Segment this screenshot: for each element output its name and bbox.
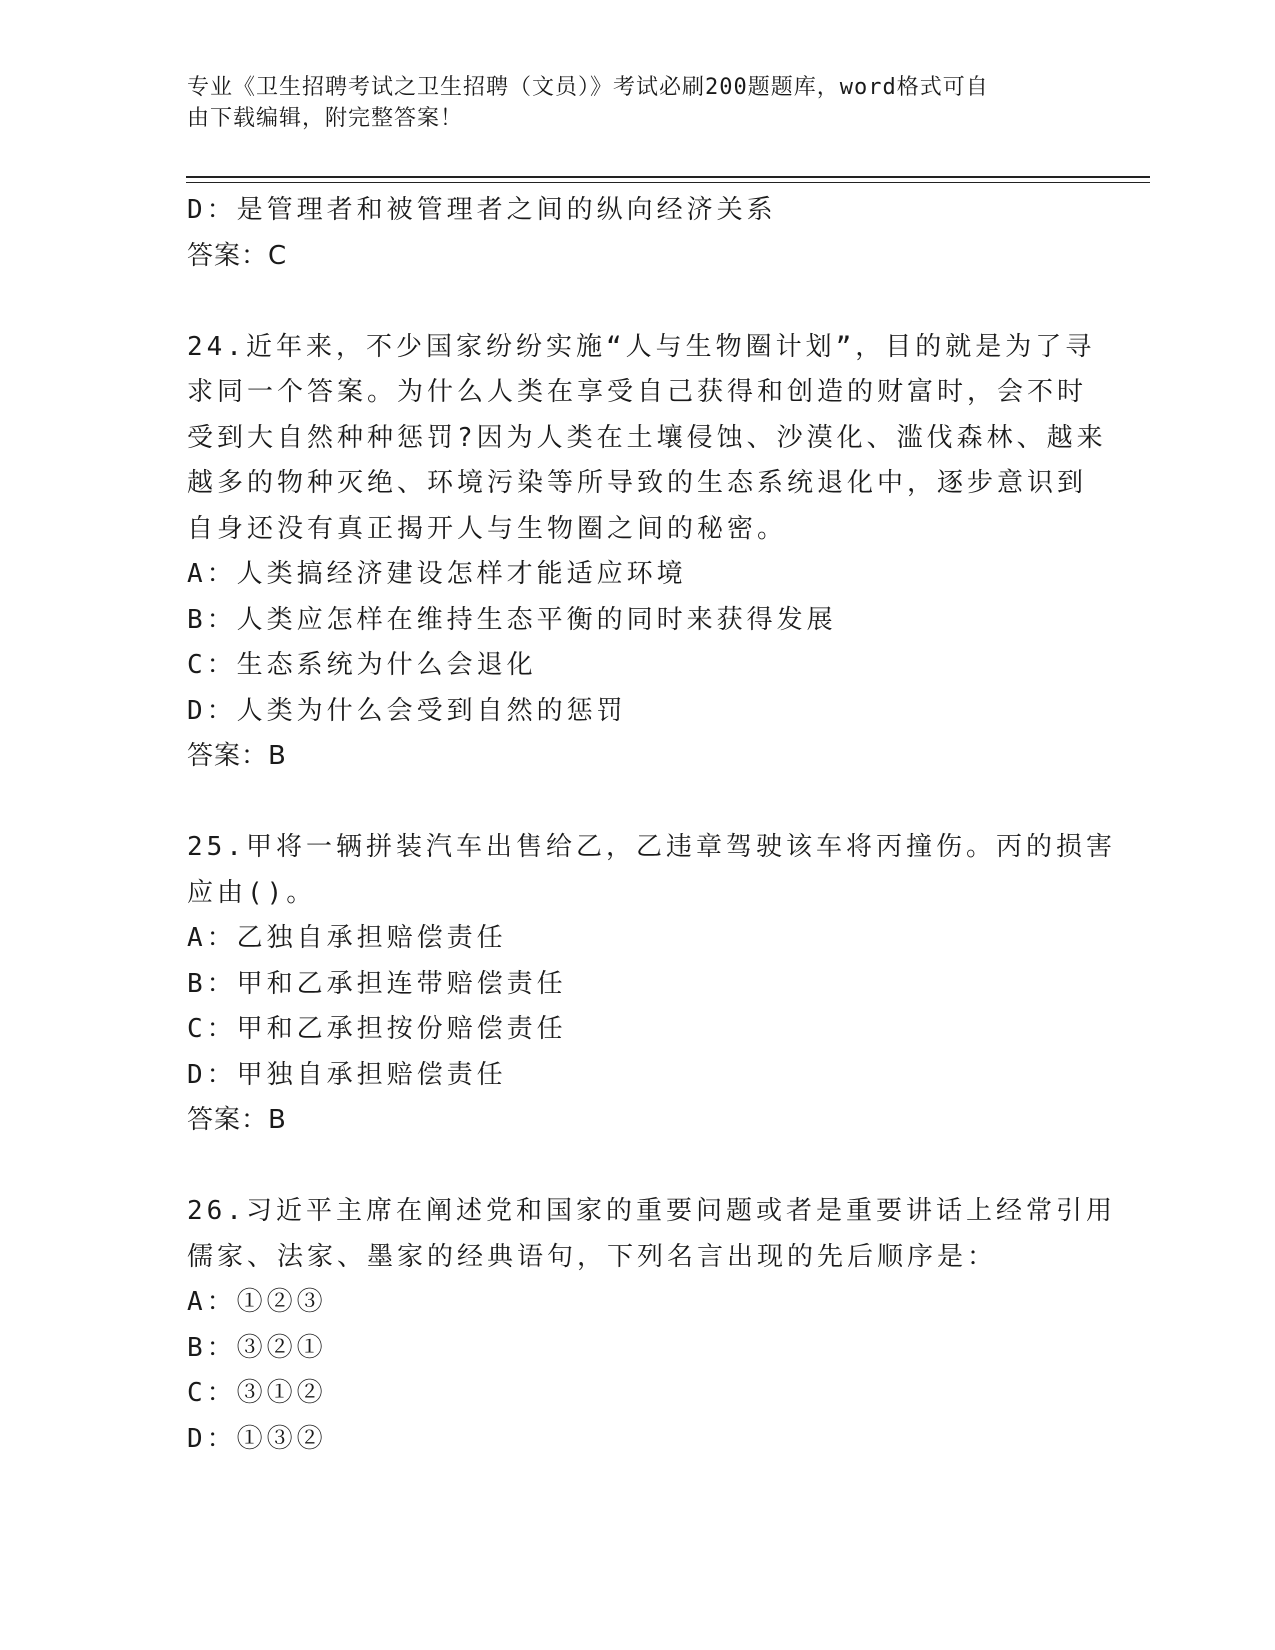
question-25 — [187, 825, 1116, 1144]
answer-line: 答案：B — [187, 741, 287, 771]
answer-line: 答案：C — [187, 240, 288, 271]
question-stem-line: 24.近年来，不少国家纷纷实施“人与生物圈计划”，目的就是为了寻 — [187, 331, 1096, 362]
question-stem-line: 25.甲将一辆拼装汽车出售给乙，乙违章驾驶该车将丙撞伤。丙的损害 — [187, 832, 1116, 862]
previous-question-tail — [187, 188, 1067, 279]
header-line-2: 由下载编辑，附完整答案！ — [187, 106, 464, 131]
document-body — [187, 188, 1116, 1462]
option-b: B：甲和乙承担连带赔偿责任 — [187, 968, 567, 999]
question-26 — [187, 1189, 1116, 1462]
question-stem-line: 越多的物种灭绝、环境污染等所导致的生态系统退化中，逐步意识到 — [187, 468, 1088, 498]
option-a: A：乙独自承担赔偿责任 — [187, 923, 507, 953]
option-c: C：生态系统为什么会退化 — [187, 650, 537, 680]
question-stem-line: 求同一个答案。为什么人类在享受自己获得和创造的财富时，会不时 — [187, 377, 1088, 407]
option-a: A：人类搞经济建设怎样才能适应环境 — [187, 559, 687, 589]
spacer — [187, 1144, 1067, 1190]
option-c: C：③①② — [187, 1378, 327, 1408]
question-stem-line: 自身还没有真正揭开人与生物圈之间的秘密。 — [187, 513, 788, 544]
question-24 — [187, 325, 1107, 780]
header-divider-thick — [186, 176, 1150, 178]
header-divider-thin — [186, 182, 1150, 183]
spacer — [187, 279, 1067, 325]
question-stem-line: 应由()。 — [187, 877, 317, 908]
option-c: C：甲和乙承担按份赔偿责任 — [187, 1014, 567, 1044]
header-line-1: 专业《卫生招聘考试之卫生招聘（文员）》考试必刷200题题库，word格式可自 — [187, 75, 989, 100]
option-b: B：人类应怎样在维持生态平衡的同时来获得发展 — [187, 604, 837, 635]
option-b: B：③②① — [187, 1332, 327, 1363]
question-stem-line: 儒家、法家、墨家的经典语句，下列名言出现的先后顺序是： — [187, 1241, 998, 1272]
option-d: D：是管理者和被管理者之间的纵向经济关系 — [187, 195, 777, 225]
option-d: D：①③② — [187, 1423, 327, 1454]
option-d: D：甲独自承担赔偿责任 — [187, 1059, 507, 1090]
option-a: A：①②③ — [187, 1287, 327, 1317]
option-d: D：人类为什么会受到自然的惩罚 — [187, 695, 627, 726]
answer-line: 答案：B — [187, 1105, 287, 1135]
document-header — [187, 72, 1067, 134]
question-stem-line: 26.习近平主席在阐述党和国家的重要问题或者是重要讲话上经常引用 — [187, 1196, 1116, 1226]
question-stem-line: 受到大自然种种惩罚?因为人类在土壤侵蚀、沙漠化、滥伐森林、越来 — [187, 422, 1107, 453]
spacer — [187, 780, 1067, 826]
